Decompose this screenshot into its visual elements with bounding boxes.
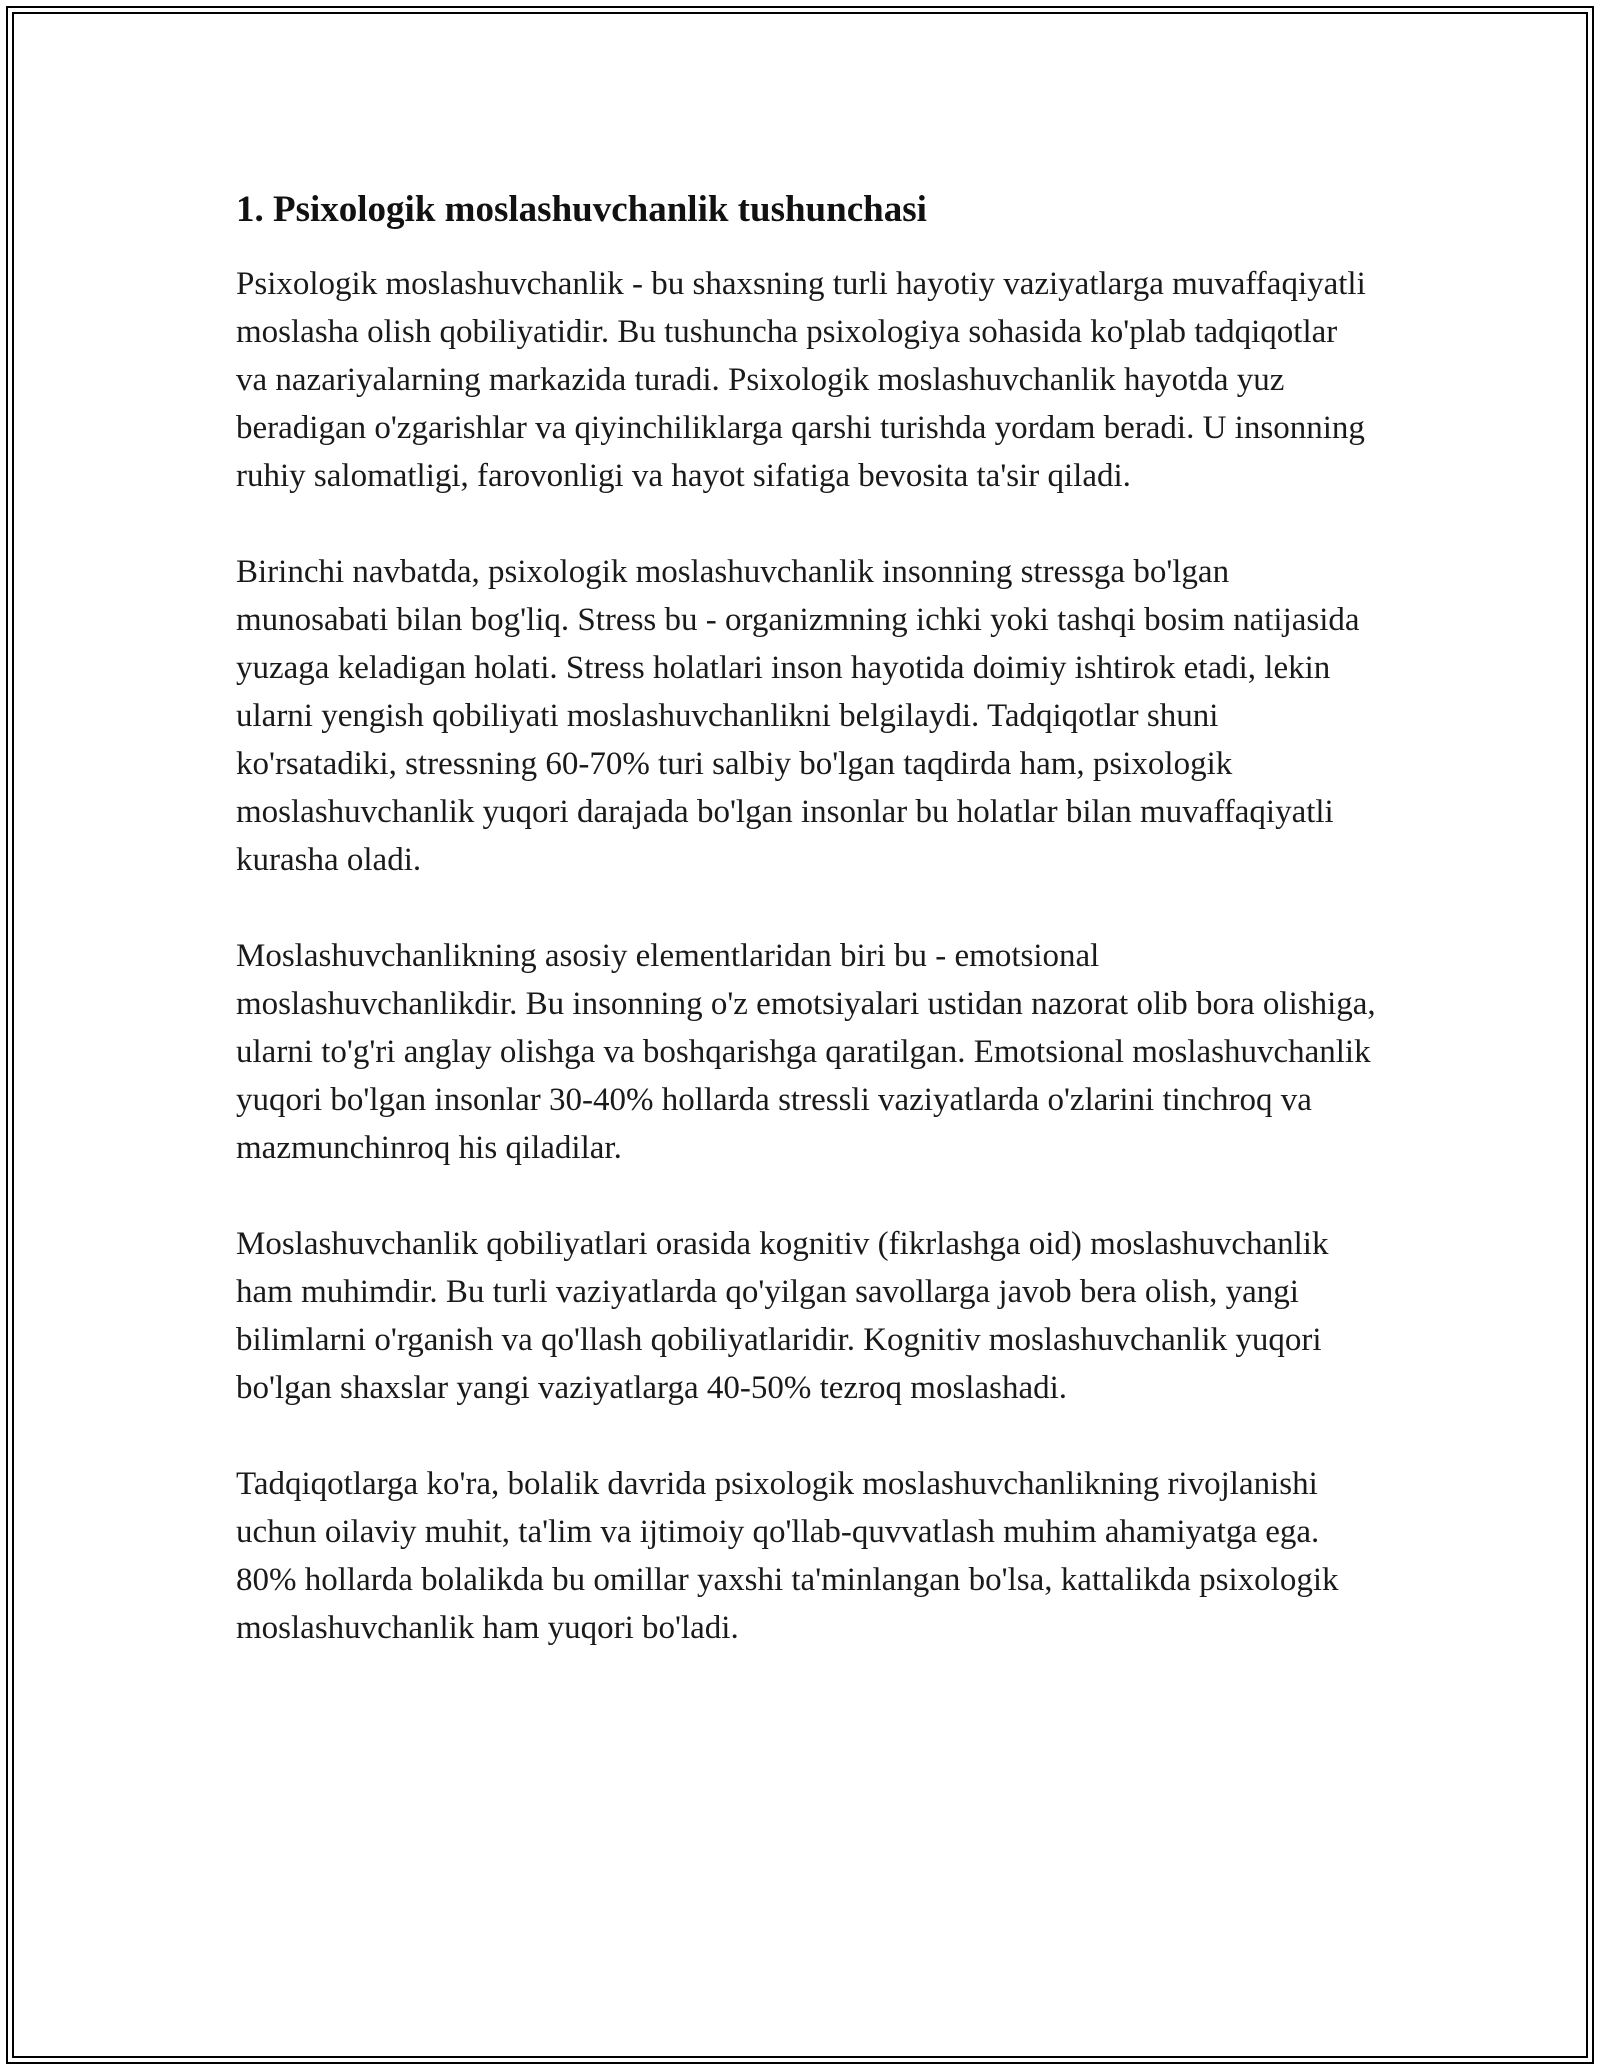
paragraph-3: Moslashuvchanlikning asosiy elementlaridan biri bu - emotsional moslashuvchanlikdir. Bu insonning o'z emotsiyalari ustidan nazorat olib bora olishiga, ularni to'g'ri anglay olishga va boshqarishga qaratilgan. Emotsional moslashuvchanlik yuqori bo'lgan insonlar 30-40% hollarda stressli vaziyatlarda o'zlarini tinchroq va mazmunchinroq his qiladilar. — [236, 938, 1376, 1166]
paragraph-4: Moslashuvchanlik qobiliyatlari orasida kognitiv (fikrlashga oid) moslashuvchanlik ham muhimdir. Bu turli vaziyatlarda qo'yilgan savollarga javob bera olish, yangi bilimlarni o'rganish va qo'llash qobiliyatlaridir. Kognitiv moslashuvchanlik yuqori bo'lgan shaxslar yangi vaziyatlarga 40-50% tezroq moslashadi. — [236, 1226, 1329, 1406]
paragraph-5: Tadqiqotlarga ko'ra, bolalik davrida psixologik moslashuvchanlikning rivojlanishi uchun oilaviy muhit, ta'lim va ijtimoiy qo'llab-quvvatlash muhim ahamiyatga ega. 80% hollarda bolalikda bu omillar yaxshi ta'minlangan bo'lsa, kattalikda psixologik moslashuvchanlik ham yuqori bo'ladi. — [236, 1466, 1339, 1646]
paragraph-1: Psixologik moslashuvchanlik - bu shaxsning turli hayotiy vaziyatlarga muvaffaqiyatli moslasha olish qobiliyatidir. Bu tushuncha psixologiya sohasida ko'plab tadqiqotlar va nazariyalarning markazida turadi. Psixologik moslashuvchanlik hayotda yuz beradigan o'zgarishlar va qiyinchiliklarga qarshi turishda yordam beradi. U insonning ruhiy salomatligi, farovonligi va hayot sifatiga bevosita ta'sir qiladi. — [236, 266, 1366, 494]
section-heading: 1. Psixologik moslashuvchanlik tushunchasi — [236, 189, 927, 230]
paragraph-2: Birinchi navbatda, psixologik moslashuvchanlik insonning stressga bo'lgan munosabati bilan bog'liq. Stress bu - organizmning ichki yoki tashqi bosim natijasida yuzaga keladigan holati. Stress holatlari inson hayotida doimiy ishtirok etadi, lekin ularni yengish qobiliyati moslashuvchanlikni belgilaydi. Tadqiqotlar shuni ko'rsatadiki, stressning 60-70% turi salbiy bo'lgan taqdirda ham, psixologik moslashuvchanlik yuqori darajada bo'lgan insonlar bu holatlar bilan muvaffaqiyatli kurasha oladi. — [236, 554, 1360, 878]
document-body — [236, 186, 1376, 1700]
